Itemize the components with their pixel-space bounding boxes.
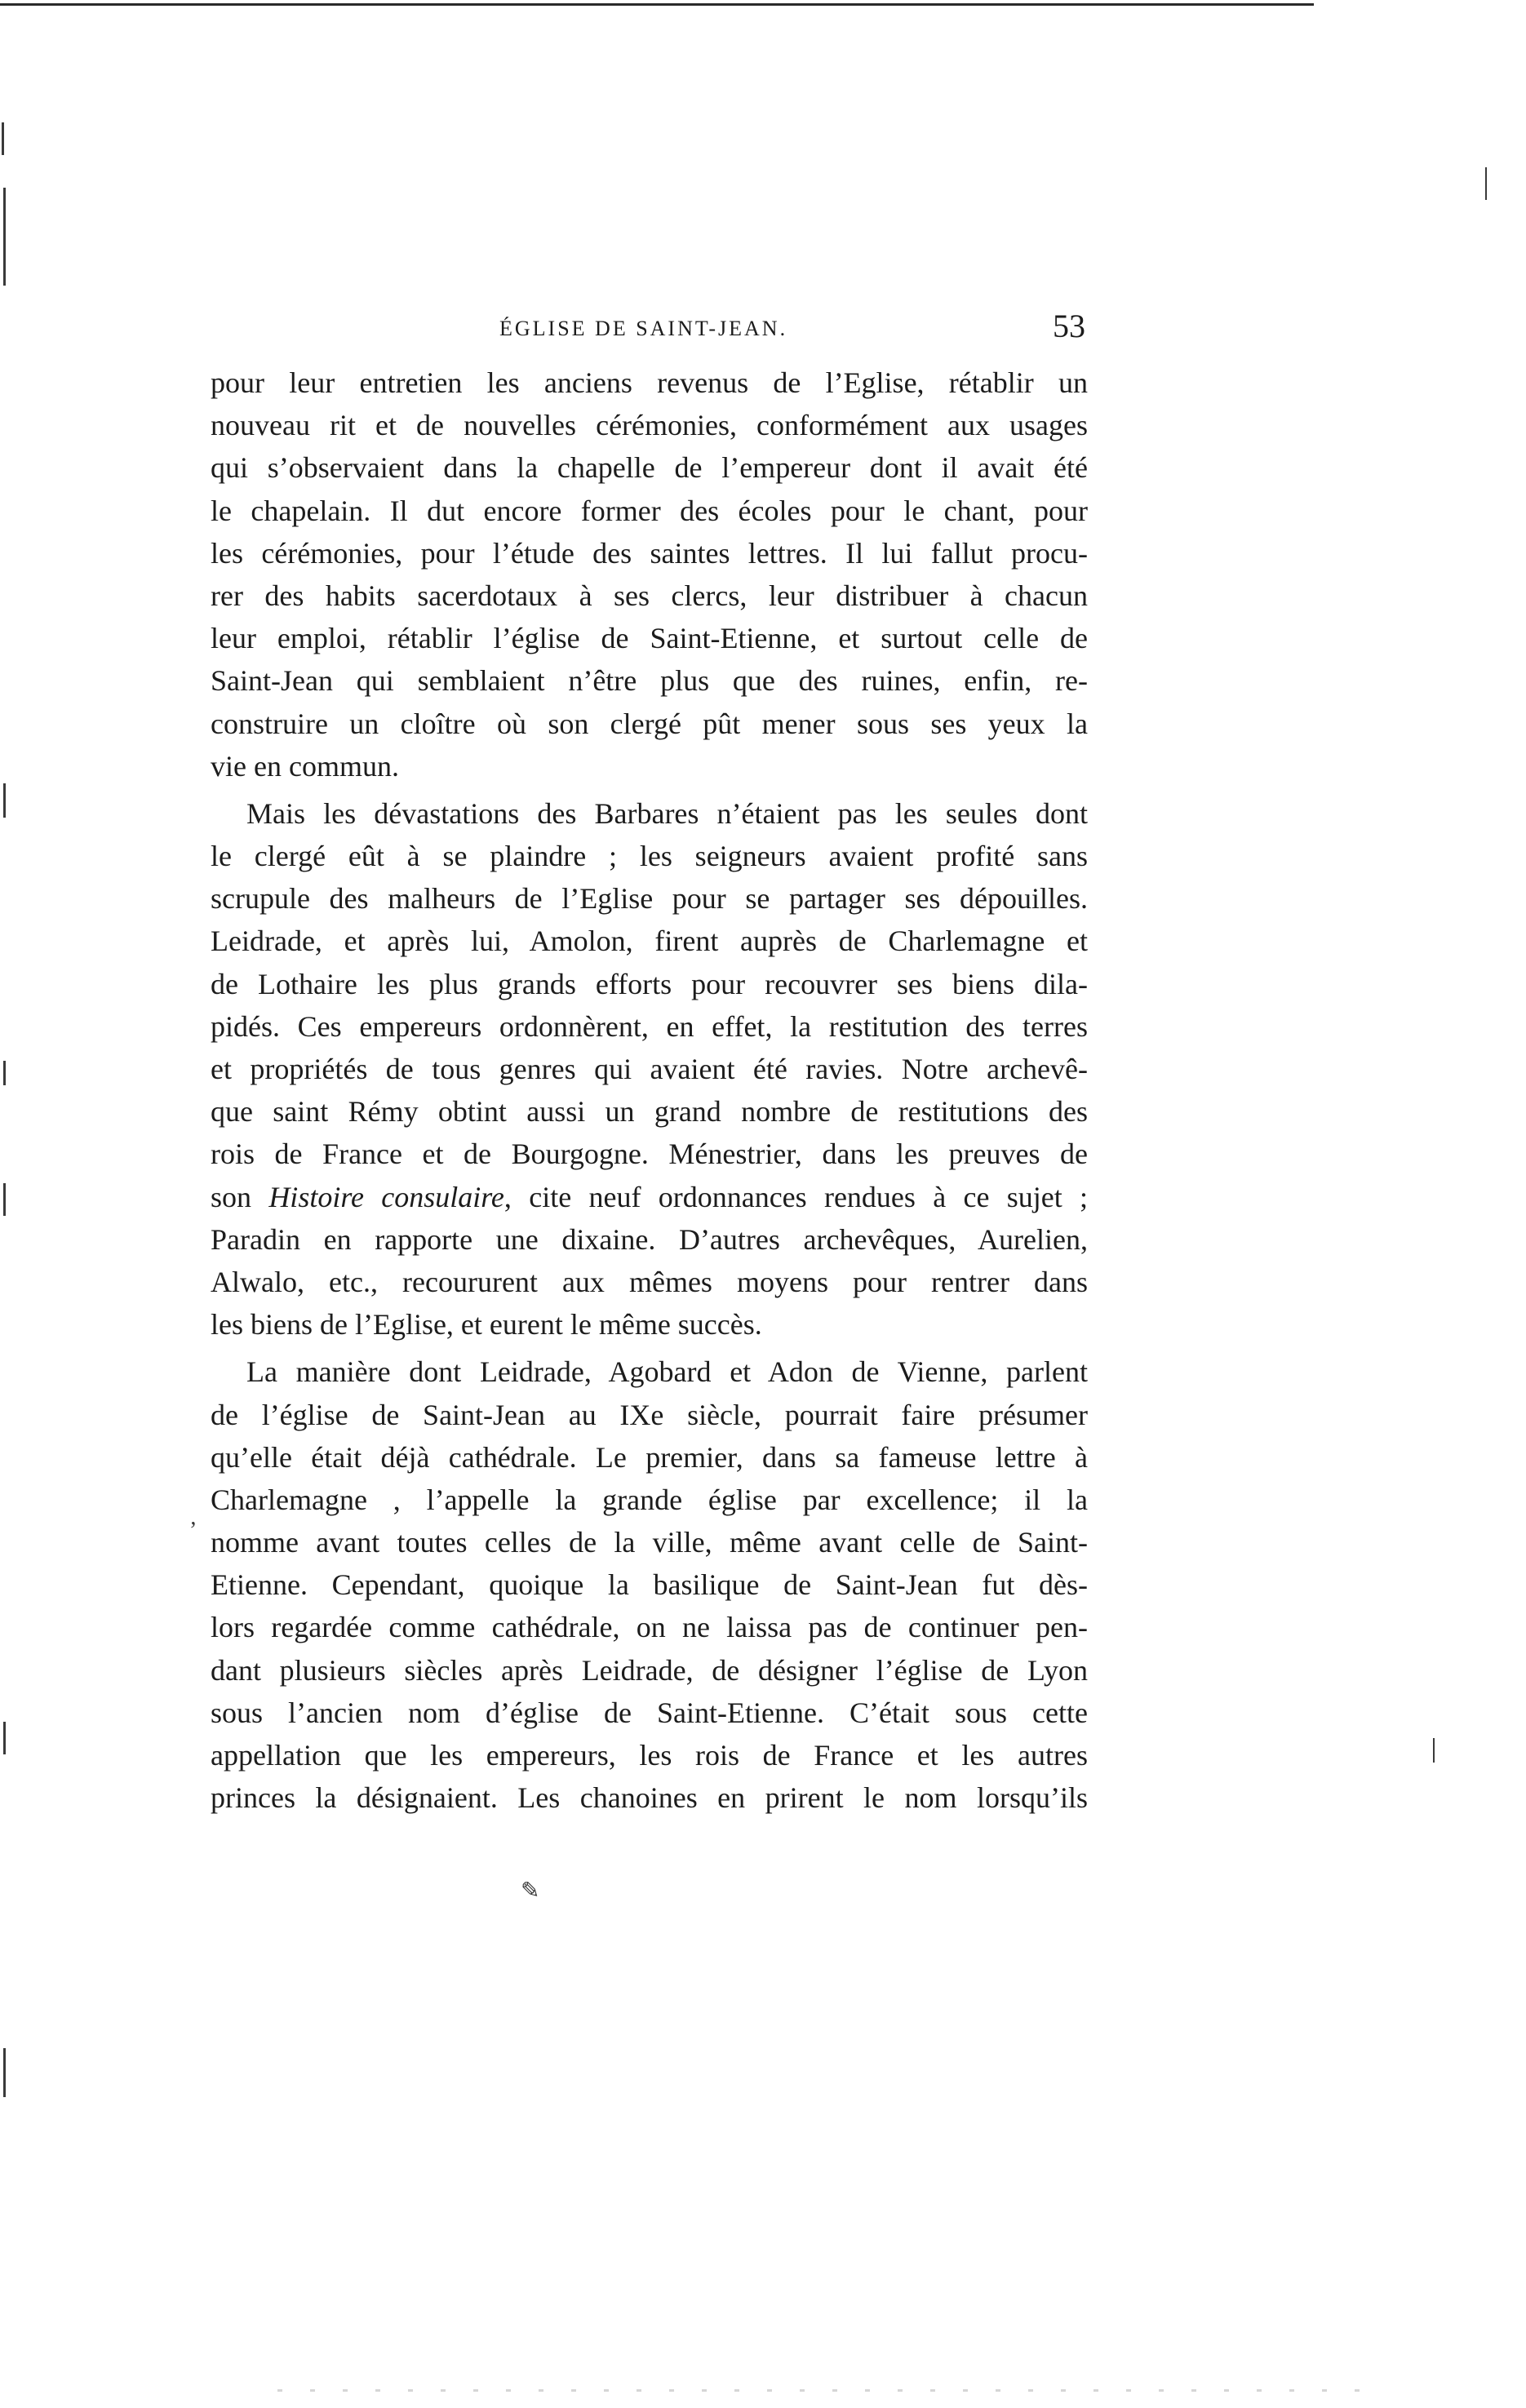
text-line: les biens de l’Eglise, et eurent le même succès. <box>211 1308 762 1341</box>
text-line: qui s’observaient dans la chapelle de l’empereur dont il avait été <box>211 451 1088 485</box>
text-line: nouveau rit et de nouvelles cérémonies, conformément aux usages <box>211 409 1088 442</box>
text-line: Etienne. Cependant, quoique la basilique de Saint-Jean fut dès- <box>211 1568 1088 1602</box>
text-line: Mais les dévastations des Barbares n’étaient pas les seules dont <box>246 796 1088 830</box>
text-line: princes la désignaient. Les chanoines en prirent le nom lorsqu’ils <box>211 1781 1088 1815</box>
scan-edge-mark <box>3 2048 6 2097</box>
text-line: que saint Rémy obtint aussi un grand nombre de restitutions des <box>211 1095 1088 1129</box>
text-line: vie en commun. <box>211 749 399 783</box>
top-rule <box>0 3 1314 6</box>
text-line: rois de France et de Bourgogne. Ménestrier, dans les preuves de <box>211 1137 1088 1171</box>
scan-specks <box>277 2389 1387 2392</box>
running-title: ÉGLISE DE SAINT-JEAN. <box>499 317 788 340</box>
scan-edge-mark <box>3 1061 6 1085</box>
text-line: dant plusieurs siècles après Leidrade, de désigner l’église de Lyon <box>211 1653 1088 1687</box>
scan-edge-mark <box>3 188 6 286</box>
text-line: de l’église de Saint-Jean au IXe siècle, pourrait faire présumer <box>211 1398 1088 1431</box>
scan-edge-mark <box>3 1722 6 1754</box>
text-line: nomme avant toutes celles de la ville, même avant celle de Saint- <box>211 1526 1088 1559</box>
text-line: de Lothaire les plus grands efforts pour recouvrer ses biens dila- <box>211 967 1088 1000</box>
scan-edge-mark <box>1433 1738 1435 1763</box>
stray-mark: ✎ <box>521 1878 540 1904</box>
text-line: et propriétés de tous genres qui avaient été ravies. Notre archevê- <box>211 1053 1088 1085</box>
paragraph <box>211 1350 1088 1819</box>
text-line: rer des habits sacerdotaux à ses clercs, leur distribuer à chacun <box>211 579 1088 612</box>
text-line: scrupule des malheurs de l’Eglise pour se partager ses dépouilles. <box>211 882 1088 916</box>
scan-edge-mark <box>3 1183 6 1216</box>
text-line: La manière dont Leidrade, Agobard et Adon de Vienne, parlent <box>246 1355 1088 1389</box>
text-line: les cérémonies, pour l’étude des saintes lettres. Il lui fallut procu- <box>211 536 1088 570</box>
scan-edge-mark <box>3 783 6 818</box>
paragraph <box>211 361 1088 787</box>
text-line: Alwalo, etc., recoururent aux mêmes moyens pour rentrer dans <box>211 1265 1088 1298</box>
text-line: Saint-Jean qui semblaient n’être plus que des ruines, enfin, re- <box>211 664 1088 698</box>
text-line: sous l’ancien nom d’église de Saint-Etienne. C’était sous cette <box>211 1696 1088 1729</box>
text-line: Paradin en rapporte une dixaine. D’autres archevêques, Aurelien, <box>211 1222 1088 1256</box>
text-line: qu’elle était déjà cathédrale. Le premier, dans sa fameuse lettre à <box>211 1440 1088 1474</box>
stray-mark: ’ <box>189 1518 197 1543</box>
italic-title: Histoire consulaire <box>268 1180 504 1213</box>
text-line: le clergé eût à se plaindre ; les seigneurs avaient profité sans <box>211 840 1088 873</box>
page-number: 53 <box>1053 308 1085 344</box>
text-line: son Histoire consulaire, cite neuf ordonnances rendues à ce sujet ; <box>211 1180 1089 1213</box>
text-line: pidés. Ces empereurs ordonnèrent, en effet, la restitution des terres <box>211 1009 1088 1043</box>
text-line: pour leur entretien les anciens revenus de l’Eglise, rétablir un <box>211 366 1088 399</box>
text-line: lors regardée comme cathédrale, on ne laissa pas de continuer pen- <box>211 1611 1088 1644</box>
text-line: le chapelain. Il dut encore former des écoles pour le chant, pour <box>211 494 1088 527</box>
text-line: construire un cloître où son clergé pût mener sous ses yeux la <box>211 707 1088 740</box>
paragraph <box>211 792 1088 1346</box>
scan-edge-mark <box>2 122 4 155</box>
text-line: appellation que les empereurs, les rois de France et les autres <box>211 1739 1088 1772</box>
text-line: Charlemagne , l’appelle la grande église par excellence; il la <box>211 1483 1088 1516</box>
text-line: Leidrade, et après lui, Amolon, firent auprès de Charlemagne et <box>211 925 1088 958</box>
scan-edge-mark <box>1485 167 1487 200</box>
body-text <box>211 361 1088 1819</box>
text-line: leur emploi, rétablir l’église de Saint-Etienne, et surtout celle de <box>211 622 1088 655</box>
